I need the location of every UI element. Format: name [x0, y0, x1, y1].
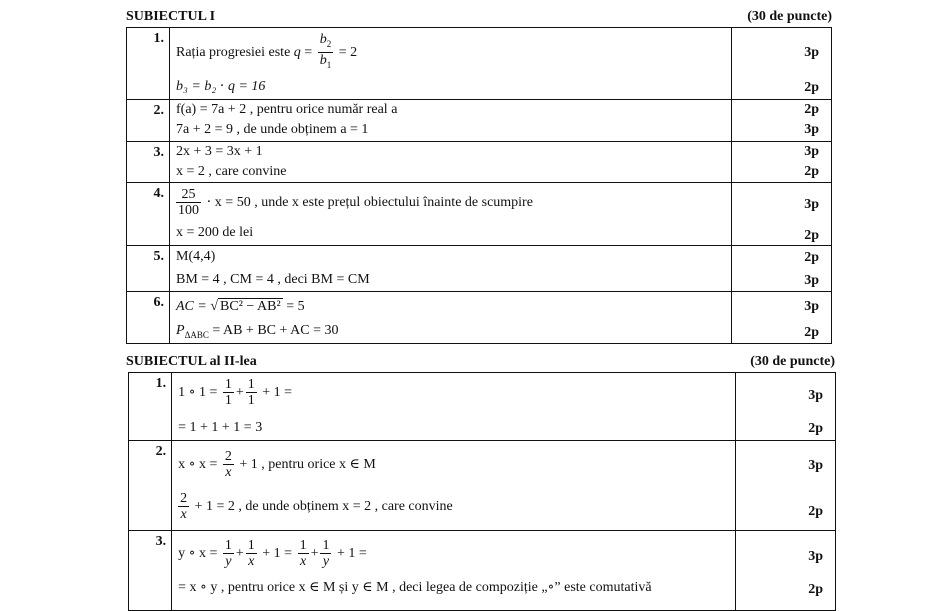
- table-row: [127, 28, 832, 100]
- score-value: 2p: [808, 582, 823, 597]
- item-number: 6.: [127, 292, 170, 344]
- solution-line: f(a) = 7a + 2 , pentru orice număr real a: [176, 102, 398, 117]
- fraction: $\frac{1}{1}$: [224, 377, 232, 409]
- solution-line: x = 2 , care convine: [176, 164, 287, 179]
- solution-line: y ∘ x = $\frac{1}{y}$ + $\frac{1}{x} + 1$ = $\frac{1}{x}$ + $\frac{1}{y} + 1$ =: [178, 538, 367, 570]
- score-value: 2p: [804, 325, 819, 340]
- score-value: 3p: [804, 197, 819, 212]
- solution-line: b₃ = b₂ ⋅ q = 16: [176, 79, 266, 94]
- solution-line: 2x + 3 = 3x + 1: [176, 144, 263, 159]
- fraction: $\frac{2}{x}$: [224, 449, 232, 481]
- fraction: $\frac{b_2}{b_1}$: [319, 32, 332, 71]
- solution-line: $\frac{25}{100}$ ⋅ x = 50 , unde x este prețul obiectului înainte de scumpire: [178, 187, 533, 219]
- solution-line: BM = 4 , CM = 4 , deci BM = CM: [176, 272, 370, 287]
- score-value: 3p: [808, 549, 823, 564]
- section-2-title: SUBIECTUL al II-lea: [126, 354, 257, 369]
- score-value: 3p: [804, 122, 819, 137]
- solution-line: 1 ∘ 1 = $\frac{1}{1}$ + $\frac{1}{1}$ + 1 =: [178, 377, 293, 409]
- table-row: [129, 373, 836, 441]
- section-1-table: [126, 27, 832, 344]
- section-2-header: [126, 354, 835, 372]
- item-number: 3.: [127, 142, 170, 183]
- score-value: 3p: [804, 273, 819, 288]
- table-row: [127, 292, 832, 344]
- fraction: $\frac{1}{1}$: [247, 377, 255, 409]
- solution-line: x = 200 de lei: [176, 225, 254, 240]
- item-number: 3.: [129, 531, 172, 611]
- score-value: 2p: [804, 102, 819, 117]
- solution-line: AC = √ BC² − AB² = 5: [176, 299, 305, 314]
- score-value: 3p: [804, 45, 819, 60]
- score-value: 3p: [804, 299, 819, 314]
- table-row: [129, 531, 836, 611]
- fraction: $\frac{1}{y}$: [322, 538, 330, 570]
- score-value: 2p: [804, 164, 819, 179]
- score-value: 2p: [804, 250, 819, 265]
- table-row: [127, 100, 832, 142]
- item-number: 1.: [127, 28, 170, 100]
- fraction: $\frac{1}{x}$: [247, 538, 255, 570]
- section-2-points: (30 de puncte): [750, 354, 835, 369]
- fraction: $\frac{2}{x}$: [180, 491, 188, 523]
- section-1-header: [126, 9, 832, 27]
- item-number: 2.: [127, 100, 170, 142]
- section-1-title: SUBIECTUL I: [126, 9, 216, 24]
- section-2-table: [128, 372, 836, 611]
- score-value: 2p: [804, 228, 819, 243]
- section-1-points: (30 de puncte): [747, 9, 832, 24]
- item-number: 2.: [129, 441, 172, 531]
- score-value: 2p: [808, 504, 823, 519]
- solution-line: = 1 + 1 + 1 = 3: [178, 420, 263, 435]
- solution-line: = x ∘ y , pentru orice x ∈ M și y ∈ M , deci legea de compoziție „∘” este comutativă: [178, 580, 652, 595]
- score-value: 3p: [808, 458, 823, 473]
- solution-line: M(4,4): [176, 249, 216, 264]
- table-row: [127, 246, 832, 292]
- fraction: $\frac{1}{x}$: [299, 538, 307, 570]
- item-number: 4.: [127, 183, 170, 246]
- table-row: [127, 183, 832, 246]
- solution-line: x ∘ x = $\frac{2}{x} + 1$ , pentru orice x ∈ M: [178, 449, 376, 481]
- table-row: [127, 142, 832, 183]
- score-value: 2p: [808, 421, 823, 436]
- item-number: 5.: [127, 246, 170, 292]
- item-number: 1.: [129, 373, 172, 441]
- score-value: 3p: [808, 388, 823, 403]
- score-value: 3p: [804, 144, 819, 159]
- fraction: $\frac{1}{y}$: [224, 538, 232, 570]
- score-value: 2p: [804, 80, 819, 95]
- solution-line: 7a + 2 = 9 , de unde obținem a = 1: [176, 122, 369, 137]
- table-row: [129, 441, 836, 531]
- solution-line: Rația progresiei este q = $\frac{b_2}{b_1}$ = 2: [176, 28, 731, 76]
- solution-line: $\frac{2}{x} + 1 = 2$ , de unde obținem x = 2 , care convine: [180, 491, 453, 523]
- fraction: $\frac{25}{100}$: [178, 187, 199, 219]
- sqrt-symbol: √: [210, 299, 219, 314]
- solution-line: $P_{\Delta ABC}$ = AB + BC + AC = 30: [176, 323, 339, 340]
